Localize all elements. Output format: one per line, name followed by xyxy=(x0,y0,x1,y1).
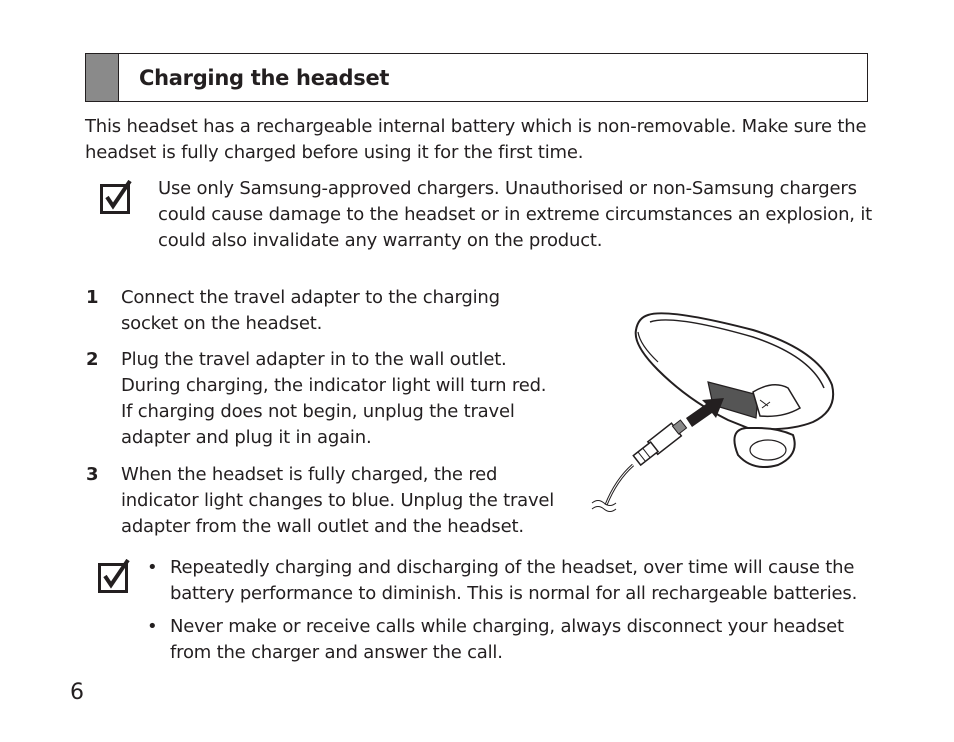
charger-warning-note: Use only Samsung-approved chargers. Unauthorised or non-Samsung chargers could cause damage to the headset or in extreme circumstances an explosion, it could also invalidate any warranty on the product. xyxy=(158,178,872,251)
intro-paragraph: This headset has a rechargeable internal battery which is non-removable. Make sure the headset is fully charged before using it for the first time. xyxy=(85,116,867,163)
section-heading xyxy=(85,53,868,102)
bullet-marker: • xyxy=(147,616,158,637)
page-number: 6 xyxy=(70,680,84,705)
heading-tab-marker xyxy=(86,54,119,101)
step-text: Connect the travel adapter to the charging socket on the headset. xyxy=(121,287,500,334)
step-number: 1 xyxy=(86,287,99,308)
headset-charging-illustration xyxy=(578,300,840,524)
step-number: 2 xyxy=(86,349,99,370)
step-number: 3 xyxy=(86,464,99,485)
bullet-marker: • xyxy=(147,557,158,578)
step-text: Plug the travel adapter in to the wall outlet. During charging, the indicator light will turn red. If charging does not begin, unplug the travel adapter and plug it in again. xyxy=(121,349,547,448)
section-title: Charging the headset xyxy=(139,66,390,90)
bullet-text: Repeatedly charging and discharging of the headset, over time will cause the battery performance to diminish. This is normal for all rechargeable batteries. xyxy=(170,557,858,604)
note-check-icon xyxy=(98,559,132,597)
note-check-icon xyxy=(100,180,134,218)
step-text: When the headset is fully charged, the red indicator light changes to blue. Unplug the travel adapter from the wall outlet and the headset. xyxy=(121,464,555,537)
bullet-text: Never make or receive calls while charging, always disconnect your headset from the charger and answer the call. xyxy=(170,616,844,663)
